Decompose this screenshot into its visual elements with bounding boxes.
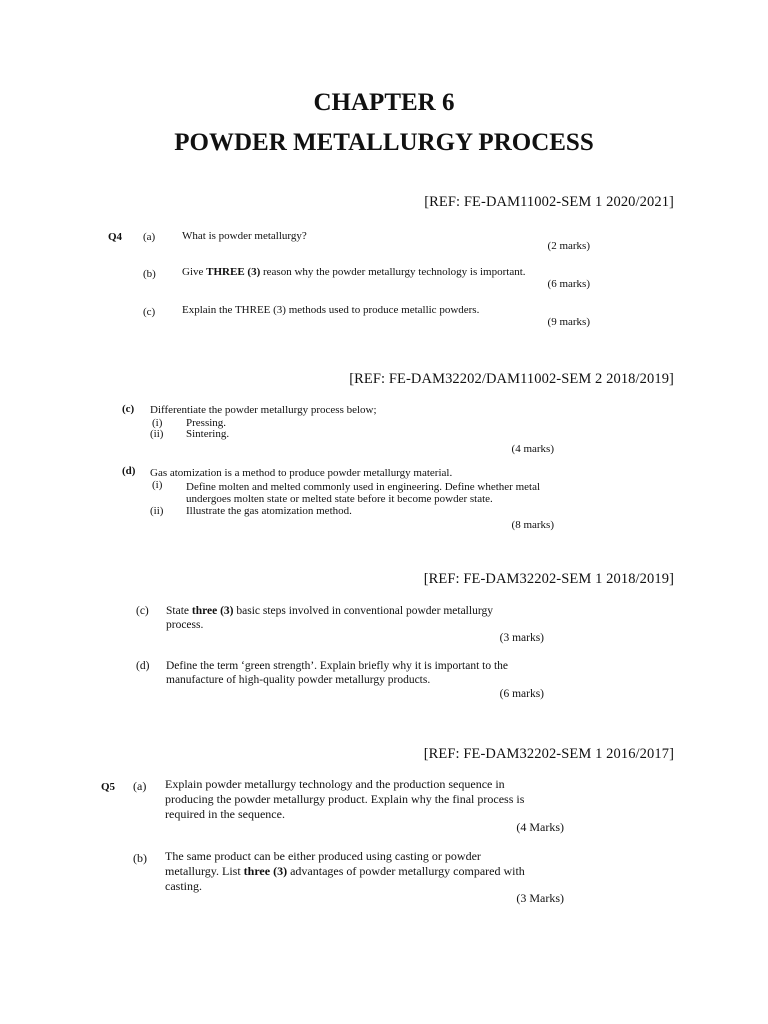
marks-label: (6 marks) xyxy=(499,688,544,700)
question-text: Explain the THREE (3) methods used to produce metallic powders. xyxy=(182,304,480,316)
question-text: process. xyxy=(166,619,204,631)
reference-line: [REF: FE-DAM32202/DAM11002-SEM 2 2018/2019] xyxy=(349,371,674,387)
chapter-title: CHAPTER 6 xyxy=(313,89,455,116)
question-text: Gas atomization is a method to produce powder metallurgy material. xyxy=(150,467,453,479)
reference-line: [REF: FE-DAM32202-SEM 1 2018/2019] xyxy=(423,571,674,587)
marks-label: (9 marks) xyxy=(547,316,590,328)
sub-part-text: Illustrate the gas atomization method. xyxy=(186,505,352,517)
part-label: (a) xyxy=(143,231,156,243)
marks-label: (4 Marks) xyxy=(516,820,564,834)
sub-part-label: (ii) xyxy=(150,505,164,517)
question-text: producing the powder metallurgy product. Explain why the final process is xyxy=(165,792,525,806)
part-label: (d) xyxy=(122,465,136,477)
marks-label: (4 marks) xyxy=(511,443,554,455)
sub-part-text: Sintering. xyxy=(186,428,230,440)
question-text: casting. xyxy=(165,879,202,893)
sub-part-label: (i) xyxy=(152,417,163,429)
sub-part-text: Pressing. xyxy=(186,417,227,429)
question-text: State three (3) basic steps involved in conventional powder metallurgy xyxy=(166,605,493,617)
question-number: Q4 xyxy=(108,231,123,243)
part-label: (d) xyxy=(136,660,150,672)
question-text: What is powder metallurgy? xyxy=(182,230,307,242)
part-label: (a) xyxy=(133,779,147,793)
reference-line: [REF: FE-DAM32202-SEM 1 2016/2017] xyxy=(423,746,674,762)
question-text: Define the term ‘green strength’. Explain briefly why it is important to the xyxy=(166,660,509,672)
part-label: (c) xyxy=(136,605,149,617)
chapter-subtitle: POWDER METALLURGY PROCESS xyxy=(174,129,594,156)
marks-label: (6 marks) xyxy=(547,278,590,290)
question-text: manufacture of high-quality powder metallurgy products. xyxy=(166,674,431,686)
part-label: (b) xyxy=(143,268,156,280)
marks-label: (3 marks) xyxy=(499,632,544,644)
question-text: Differentiate the powder metallurgy process below; xyxy=(150,404,377,416)
question-number: Q5 xyxy=(101,781,116,793)
part-label: (b) xyxy=(133,851,147,865)
reference-line: [REF: FE-DAM11002-SEM 1 2020/2021] xyxy=(424,194,674,210)
part-label: (c) xyxy=(143,306,156,318)
sub-part-text: Define molten and melted commonly used in engineering. Define whether metal xyxy=(186,481,541,493)
part-label: (c) xyxy=(122,403,135,415)
sub-part-label: (i) xyxy=(152,479,163,491)
marks-label: (3 Marks) xyxy=(516,891,564,905)
marks-label: (8 marks) xyxy=(511,519,554,531)
question-text: required in the sequence. xyxy=(165,807,285,821)
sub-part-text: undergoes molten state or melted state before it become powder state. xyxy=(186,493,493,505)
question-text: Explain powder metallurgy technology and the production sequence in xyxy=(165,777,505,791)
question-text: The same product can be either produced using casting or powder xyxy=(165,849,481,863)
sub-part-label: (ii) xyxy=(150,428,164,440)
question-text: metallurgy. List three (3) advantages of powder metallurgy compared with xyxy=(165,864,525,878)
question-text: Give THREE (3) reason why the powder metallurgy technology is important. xyxy=(182,266,526,278)
marks-label: (2 marks) xyxy=(547,240,590,252)
